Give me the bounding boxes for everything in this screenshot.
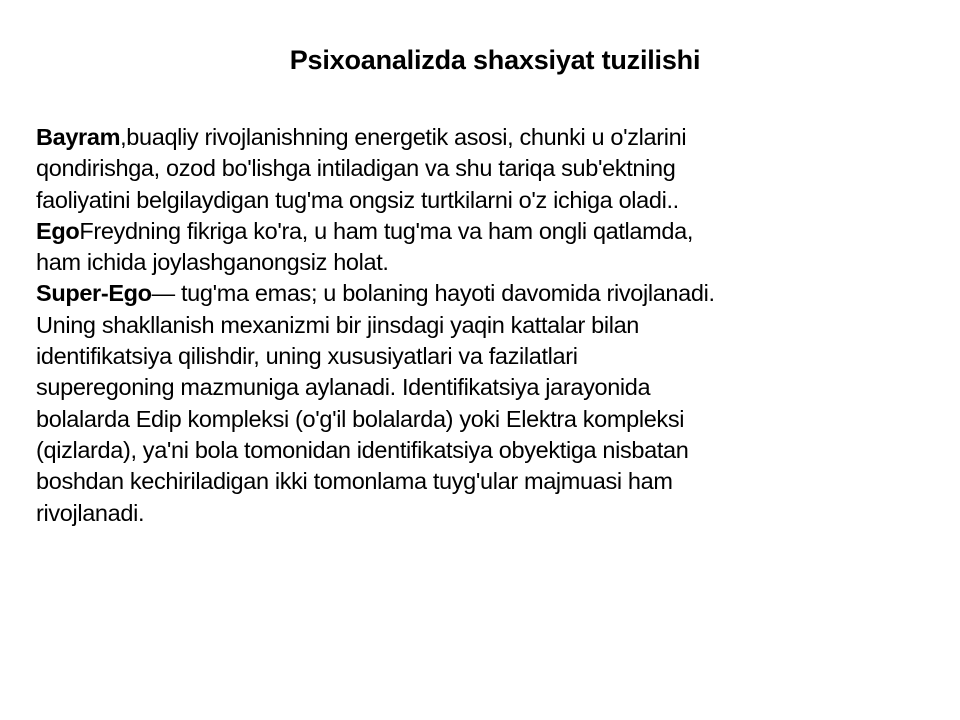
text-line: ham ichida joylashganongsiz holat. bbox=[36, 249, 389, 276]
text-line: faoliyatini belgilaydigan tug'ma ongsiz turtkilarni o'z ichiga oladi.. bbox=[36, 186, 679, 213]
text-line: rivojlanadi. bbox=[36, 499, 145, 526]
slide-title: Psixoanalizda shaxsiyat tuzilishi bbox=[289, 45, 701, 75]
paragraph-ego bbox=[36, 216, 936, 279]
text-line: boshdan kechiriladigan ikki tomonlama tuyg'ular majmuasi ham bbox=[36, 468, 673, 495]
text-line bbox=[36, 122, 936, 153]
text-line: (qizlarda), ya'ni bola tomonidan identifikatsiya obyektiga nisbatan bbox=[36, 436, 689, 463]
text-line: Uning shakllanish mexanizmi bir jinsdagi yaqin kattalar bilan bbox=[36, 311, 640, 338]
text-line: qondirishga, ozod bo'lishga intiladigan va shu tariqa sub'ektning bbox=[36, 155, 676, 182]
text-line: bolalarda Edip kompleksi (o'g'il bolalarda) yoki Elektra kompleksi bbox=[36, 405, 685, 432]
slide-body bbox=[36, 122, 936, 529]
paragraph-bayram bbox=[36, 122, 936, 216]
text-line: superegoning mazmuniga aylanadi. Identifikatsiya jarayonida bbox=[36, 374, 651, 401]
text-line: identifikatsiya qilishdir, uning xususiyatlari va fazilatlari bbox=[36, 343, 578, 370]
paragraph-super-ego bbox=[36, 278, 936, 528]
line-text: ,buaqliy rivojlanishning energetik asosi, chunki u o'zlarini bbox=[120, 124, 687, 150]
line-text: Freydning fikriga ko'ra, u ham tug'ma va ham ongli qatlamda, bbox=[79, 217, 693, 244]
text-line bbox=[36, 216, 936, 247]
term-super-ego: Super-Ego bbox=[36, 280, 152, 307]
term-ego: Ego bbox=[36, 217, 80, 244]
term-bayram: Bayram bbox=[36, 124, 121, 150]
line-text: — tug'ma emas; u bolaning hayoti davomida rivojlanadi. bbox=[151, 280, 715, 307]
text-line bbox=[36, 278, 936, 309]
